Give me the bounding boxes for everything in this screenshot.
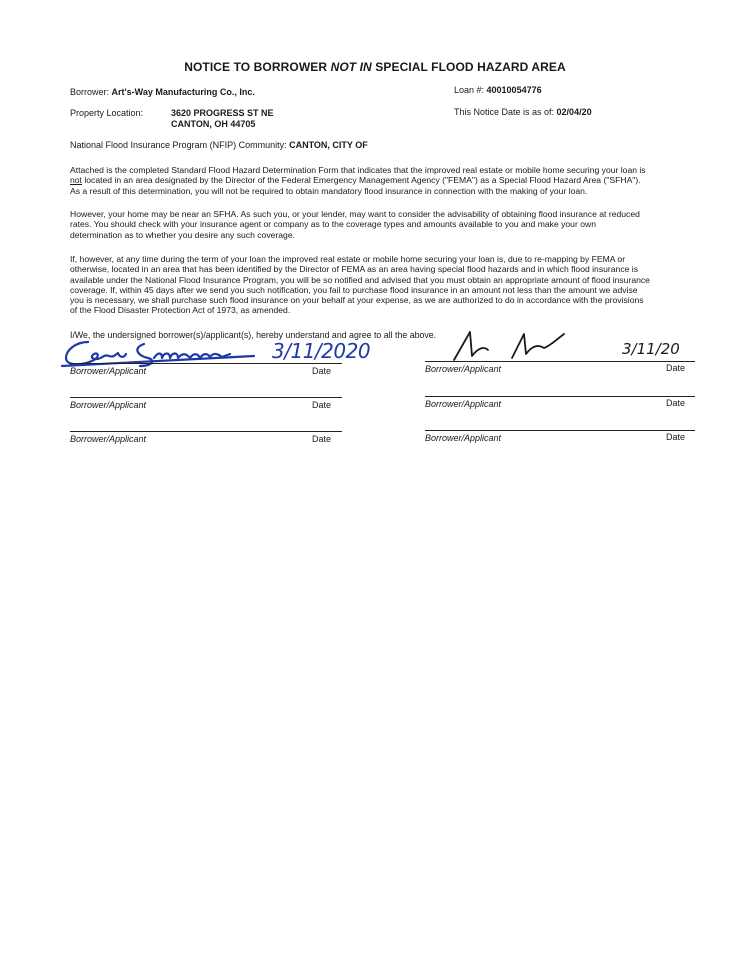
- para-line: As a result of this determination, you will not be required to obtain mandatory flood insurance in connection with the making of your loan.: [70, 185, 588, 196]
- handwritten-date-right: 3/11/20: [622, 340, 680, 358]
- loan-value: 40010054776: [486, 85, 542, 95]
- signature-line: [425, 396, 695, 397]
- para-line: of the Flood Disaster Protection Act of 1973, as amended.: [70, 305, 291, 316]
- para-line: otherwise, located in an area that has been identified by the Director of FEMA as an area having special flood hazards and in which flood insurance is: [70, 264, 639, 275]
- nfip-label: National Flood Insurance Program (NFIP) Community:: [70, 140, 290, 150]
- borrower-applicant-label: Borrower/Applicant: [425, 399, 502, 409]
- borrower-value: Art's-Way Manufacturing Co., Inc.: [111, 87, 255, 97]
- para-line: Attached is the completed Standard Flood Hazard Determination Form that indicates that the improved real estate or mobile home securing your loan is: [70, 165, 646, 175]
- signature-line: [70, 431, 342, 432]
- date-label: Date: [312, 434, 332, 444]
- property-line1: 3620 PROGRESS ST NE: [171, 108, 274, 118]
- signature-line: [425, 430, 695, 431]
- borrower-signature-right: [448, 326, 588, 366]
- nfip-line: [70, 140, 368, 150]
- signature-stroke: [454, 332, 488, 360]
- property-label: Property Location:: [70, 108, 144, 118]
- loan-label: Loan #:: [454, 85, 487, 95]
- notice-date-line: [454, 107, 592, 117]
- date-label: Date: [666, 398, 686, 408]
- para-line: you is necessary, we shall purchase such flood insurance on your behalf at your expense, as we are authorized to do in accordance with the provisions: [70, 295, 644, 306]
- para-line: coverage. If, within 45 days after we send you such notification, you fail to purchase flood insurance in an amount not less than the amount we advise: [70, 284, 638, 295]
- borrower-applicant-label: Borrower/Applicant: [70, 366, 147, 376]
- notice-date-value: 02/04/20: [556, 107, 592, 117]
- title-text-end: SPECIAL FLOOD HAZARD AREA: [371, 60, 566, 74]
- signature-stroke: [512, 334, 564, 358]
- para-line: [70, 175, 700, 185]
- borrower-line: [70, 87, 255, 97]
- date-label: Date: [312, 400, 332, 410]
- borrower-applicant-label: Borrower/Applicant: [70, 434, 147, 444]
- borrower-label: Borrower:: [70, 87, 112, 97]
- borrower-applicant-label: Borrower/Applicant: [70, 400, 147, 410]
- title-emphasis: NOT IN: [330, 60, 372, 74]
- para-line: available under the National Flood Insurance Program, you will be so notified and advised that you must obtain an appropriate amount of flood insurance: [70, 274, 650, 285]
- para-line-rest: located in an area designated by the Director of the Federal Emergency Management Agency ("FEMA") as a Special Flood Hazard Area ("SFHA").: [81, 175, 641, 186]
- signature-line: [70, 363, 342, 364]
- date-label: Date: [666, 432, 686, 442]
- title-text: NOTICE TO BORROWER: [184, 60, 331, 74]
- paragraph-remapping: [70, 254, 700, 316]
- para-line: If, however, at any time during the term of your loan the improved real estate or mobile home securing your loan is, due to re-mapping by FEMA or: [70, 254, 626, 264]
- para-line: rates. You should check with your insurance agent or company as to the coverage types and amounts available to you and make your own: [70, 219, 596, 230]
- nfip-value: CANTON, CITY OF: [289, 140, 368, 150]
- signature-line: [425, 361, 695, 362]
- para-line: determination as to whether you desire any such coverage.: [70, 229, 295, 240]
- signature-line: [70, 397, 342, 398]
- paragraph-advisability: [70, 209, 700, 240]
- date-label: Date: [666, 363, 686, 373]
- handwritten-date-left: 3/11/2020: [272, 339, 371, 363]
- agreement-statement: I/We, the undersigned borrower(s)/applicant(s), hereby understand and agree to all the above.: [70, 330, 437, 340]
- borrower-applicant-label: Borrower/Applicant: [425, 364, 502, 374]
- loan-line: [454, 85, 542, 95]
- notice-date-label: This Notice Date is as of:: [454, 107, 557, 117]
- para-line: However, your home may be near an SFHA. As such you, or your lender, may want to consider the advisability of obtaining flood insurance at reduced: [70, 209, 640, 219]
- page-title: [0, 60, 750, 74]
- signature-stroke: [66, 342, 126, 364]
- property-line2: CANTON, OH 44705: [171, 119, 256, 129]
- borrower-applicant-label: Borrower/Applicant: [425, 433, 502, 443]
- date-label: Date: [312, 366, 332, 376]
- not-underlined: not: [70, 175, 82, 186]
- paragraph-determination: [70, 165, 700, 196]
